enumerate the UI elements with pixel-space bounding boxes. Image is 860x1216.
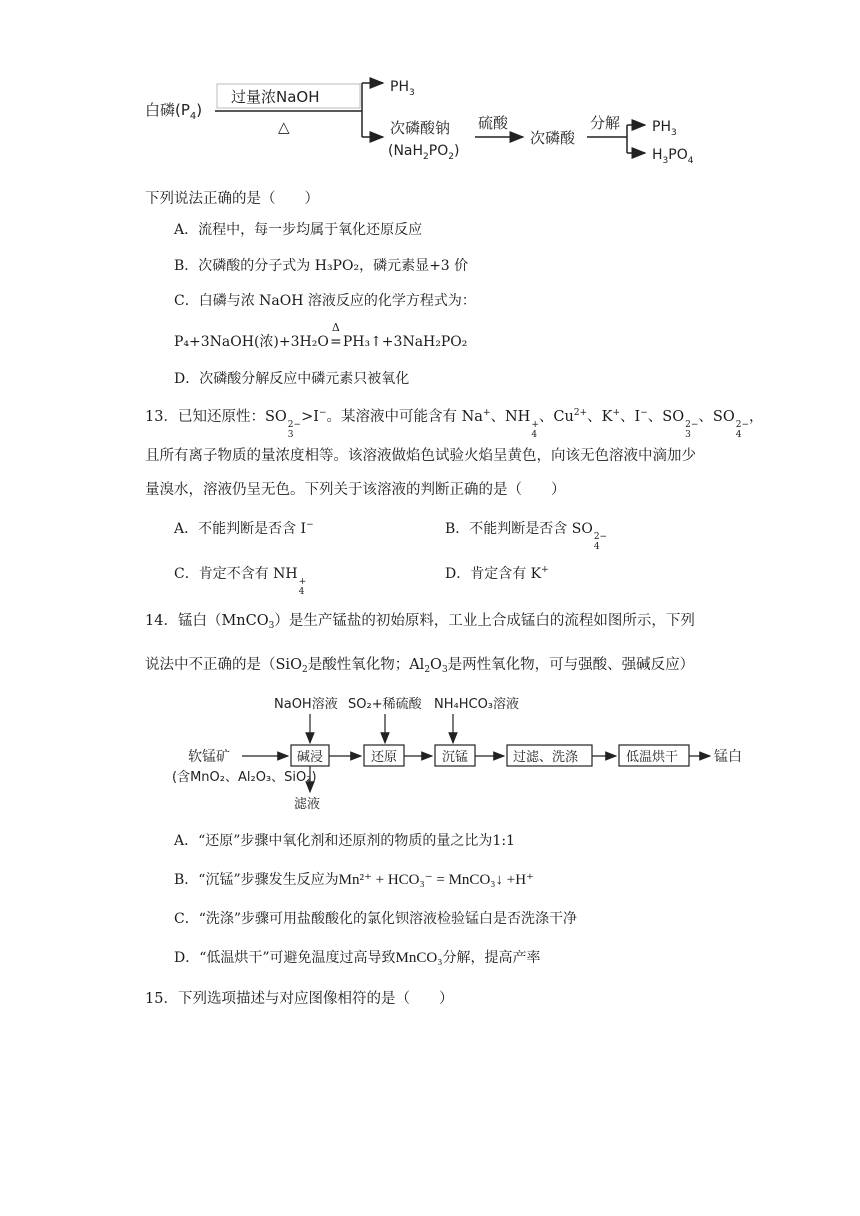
q12-option-b: B．次磷酸的分子式为 H₃PO₂，磷元素显+3 价 xyxy=(174,258,469,274)
q13-option-a: A．不能判断是否含 I− xyxy=(174,520,314,537)
eq-delta: Δ xyxy=(331,321,340,334)
q13-option-c: C．肯定不含有 NH + 4 xyxy=(174,566,307,597)
phosphorus-flow-diagram xyxy=(140,75,720,175)
q13-line3: 量溴水，溶液仍呈无色。下列关于该溶液的判断正确的是（ ） xyxy=(145,482,566,498)
product-ph3: $PH_3$ xyxy=(390,79,415,98)
salt-formula: $(NaH_2PO_2)$ xyxy=(388,143,460,162)
q14-option-d: D．“低温烘干”可避免温度过高导致MnCO₃分解，提高产率 xyxy=(174,950,541,966)
q13-line2: 且所有离子物质的量浓度相等。该溶液做焰色试验火焰呈黄色，向该无色溶液中滴加少 xyxy=(145,448,696,464)
q12-equation xyxy=(174,321,468,351)
acid-label: 次磷酸 xyxy=(530,129,576,147)
eq-sign: = xyxy=(329,334,342,350)
reagent-label: 过量浓NaOH xyxy=(231,88,320,106)
raw-material: 软锰矿 xyxy=(188,749,230,765)
q13-line1: 13．已知还原性：SO 2− 3 >I−。某溶液中可能含有 Na+、NH + 4 、$Cu^{2+}$、K+、I−、SO 2− 3 、SO 2− 4 ， xyxy=(145,408,764,440)
q14-line2: 说法中不正确的是（SiO$_2$是酸性氧化物；$Al_2O_3$是两性氧化物，可与强酸、强碱反应） xyxy=(145,657,695,675)
q14-b-equation: Mn²⁺ + HCO₃⁻ = MnCO₃↓ +H⁺ xyxy=(338,872,534,888)
step-precipitate: 沉锰 xyxy=(442,750,469,765)
step-reduce: 还原 xyxy=(371,750,398,765)
step-filter-wash: 过滤、洗涤 xyxy=(513,750,579,765)
reagent-naoh: NaOH溶液 xyxy=(274,697,338,712)
acid-reagent-label: 硫酸 xyxy=(478,114,509,132)
salt-name: 次磷酸钠 xyxy=(390,119,451,137)
raw-composition: (含MnO₂、Al₂O₃、SiO₂) xyxy=(172,770,317,785)
q14-option-a: A．“还原”步骤中氧化剂和还原剂的物质的量之比为1:1 xyxy=(174,833,515,849)
condition-label: △ xyxy=(278,118,290,136)
q15-stem: 15．下列选项描述与对应图像相符的是（ ） xyxy=(145,991,454,1007)
reagent-so2: SO₂+稀硫酸 xyxy=(348,697,422,712)
q14-line1: 14．锰白（MnCO$_3$）是生产锰盐的初始原料，工业上合成锰白的流程如图所示，下列 xyxy=(145,613,695,631)
q14-option-b: B．“沉锰”步骤发生反应为Mn²⁺ + HCO₃⁻ = MnCO₃↓ +H⁺ xyxy=(174,872,534,888)
eq-right: PH₃↑+3NaH₂PO₂ xyxy=(342,334,468,350)
decomp-product-h3po4: $H_3PO_4$ xyxy=(652,147,694,166)
filtrate-label: 滤液 xyxy=(294,797,321,812)
q13-option-d: D．肯定含有 K+ xyxy=(445,565,549,582)
q12-option-d: D．次磷酸分解反应中磷元素只被氧化 xyxy=(174,371,410,387)
q12-stem: 下列说法正确的是（ ） xyxy=(145,191,319,207)
q13-option-b: B．不能判断是否含 SO 2− 4 xyxy=(445,521,608,552)
decomp-product-ph3: $PH_3$ xyxy=(652,119,677,138)
start-label: 白磷$(P_4)$ xyxy=(145,101,203,122)
product-mn-white: 锰白 xyxy=(714,749,742,765)
step-low-temp-dry: 低温烘干 xyxy=(626,750,679,765)
eq-left: P₄+3NaOH(浓)+3H₂O xyxy=(174,334,329,350)
decompose-label: 分解 xyxy=(590,114,621,132)
q12-option-c: C．白磷与浓 NaOH 溶液反应的化学方程式为： xyxy=(174,293,476,309)
mnco3-flow-diagram xyxy=(170,690,760,815)
q12-option-a: A．流程中，每一步均属于氧化还原反应 xyxy=(174,222,423,238)
q14-option-c: C．“洗涤”步骤可用盐酸酸化的氯化钡溶液检验锰白是否洗涤干净 xyxy=(174,911,578,927)
reagent-nh4hco3: NH₄HCO₃溶液 xyxy=(434,697,520,712)
step-alkali-leach: 碱浸 xyxy=(297,750,324,765)
